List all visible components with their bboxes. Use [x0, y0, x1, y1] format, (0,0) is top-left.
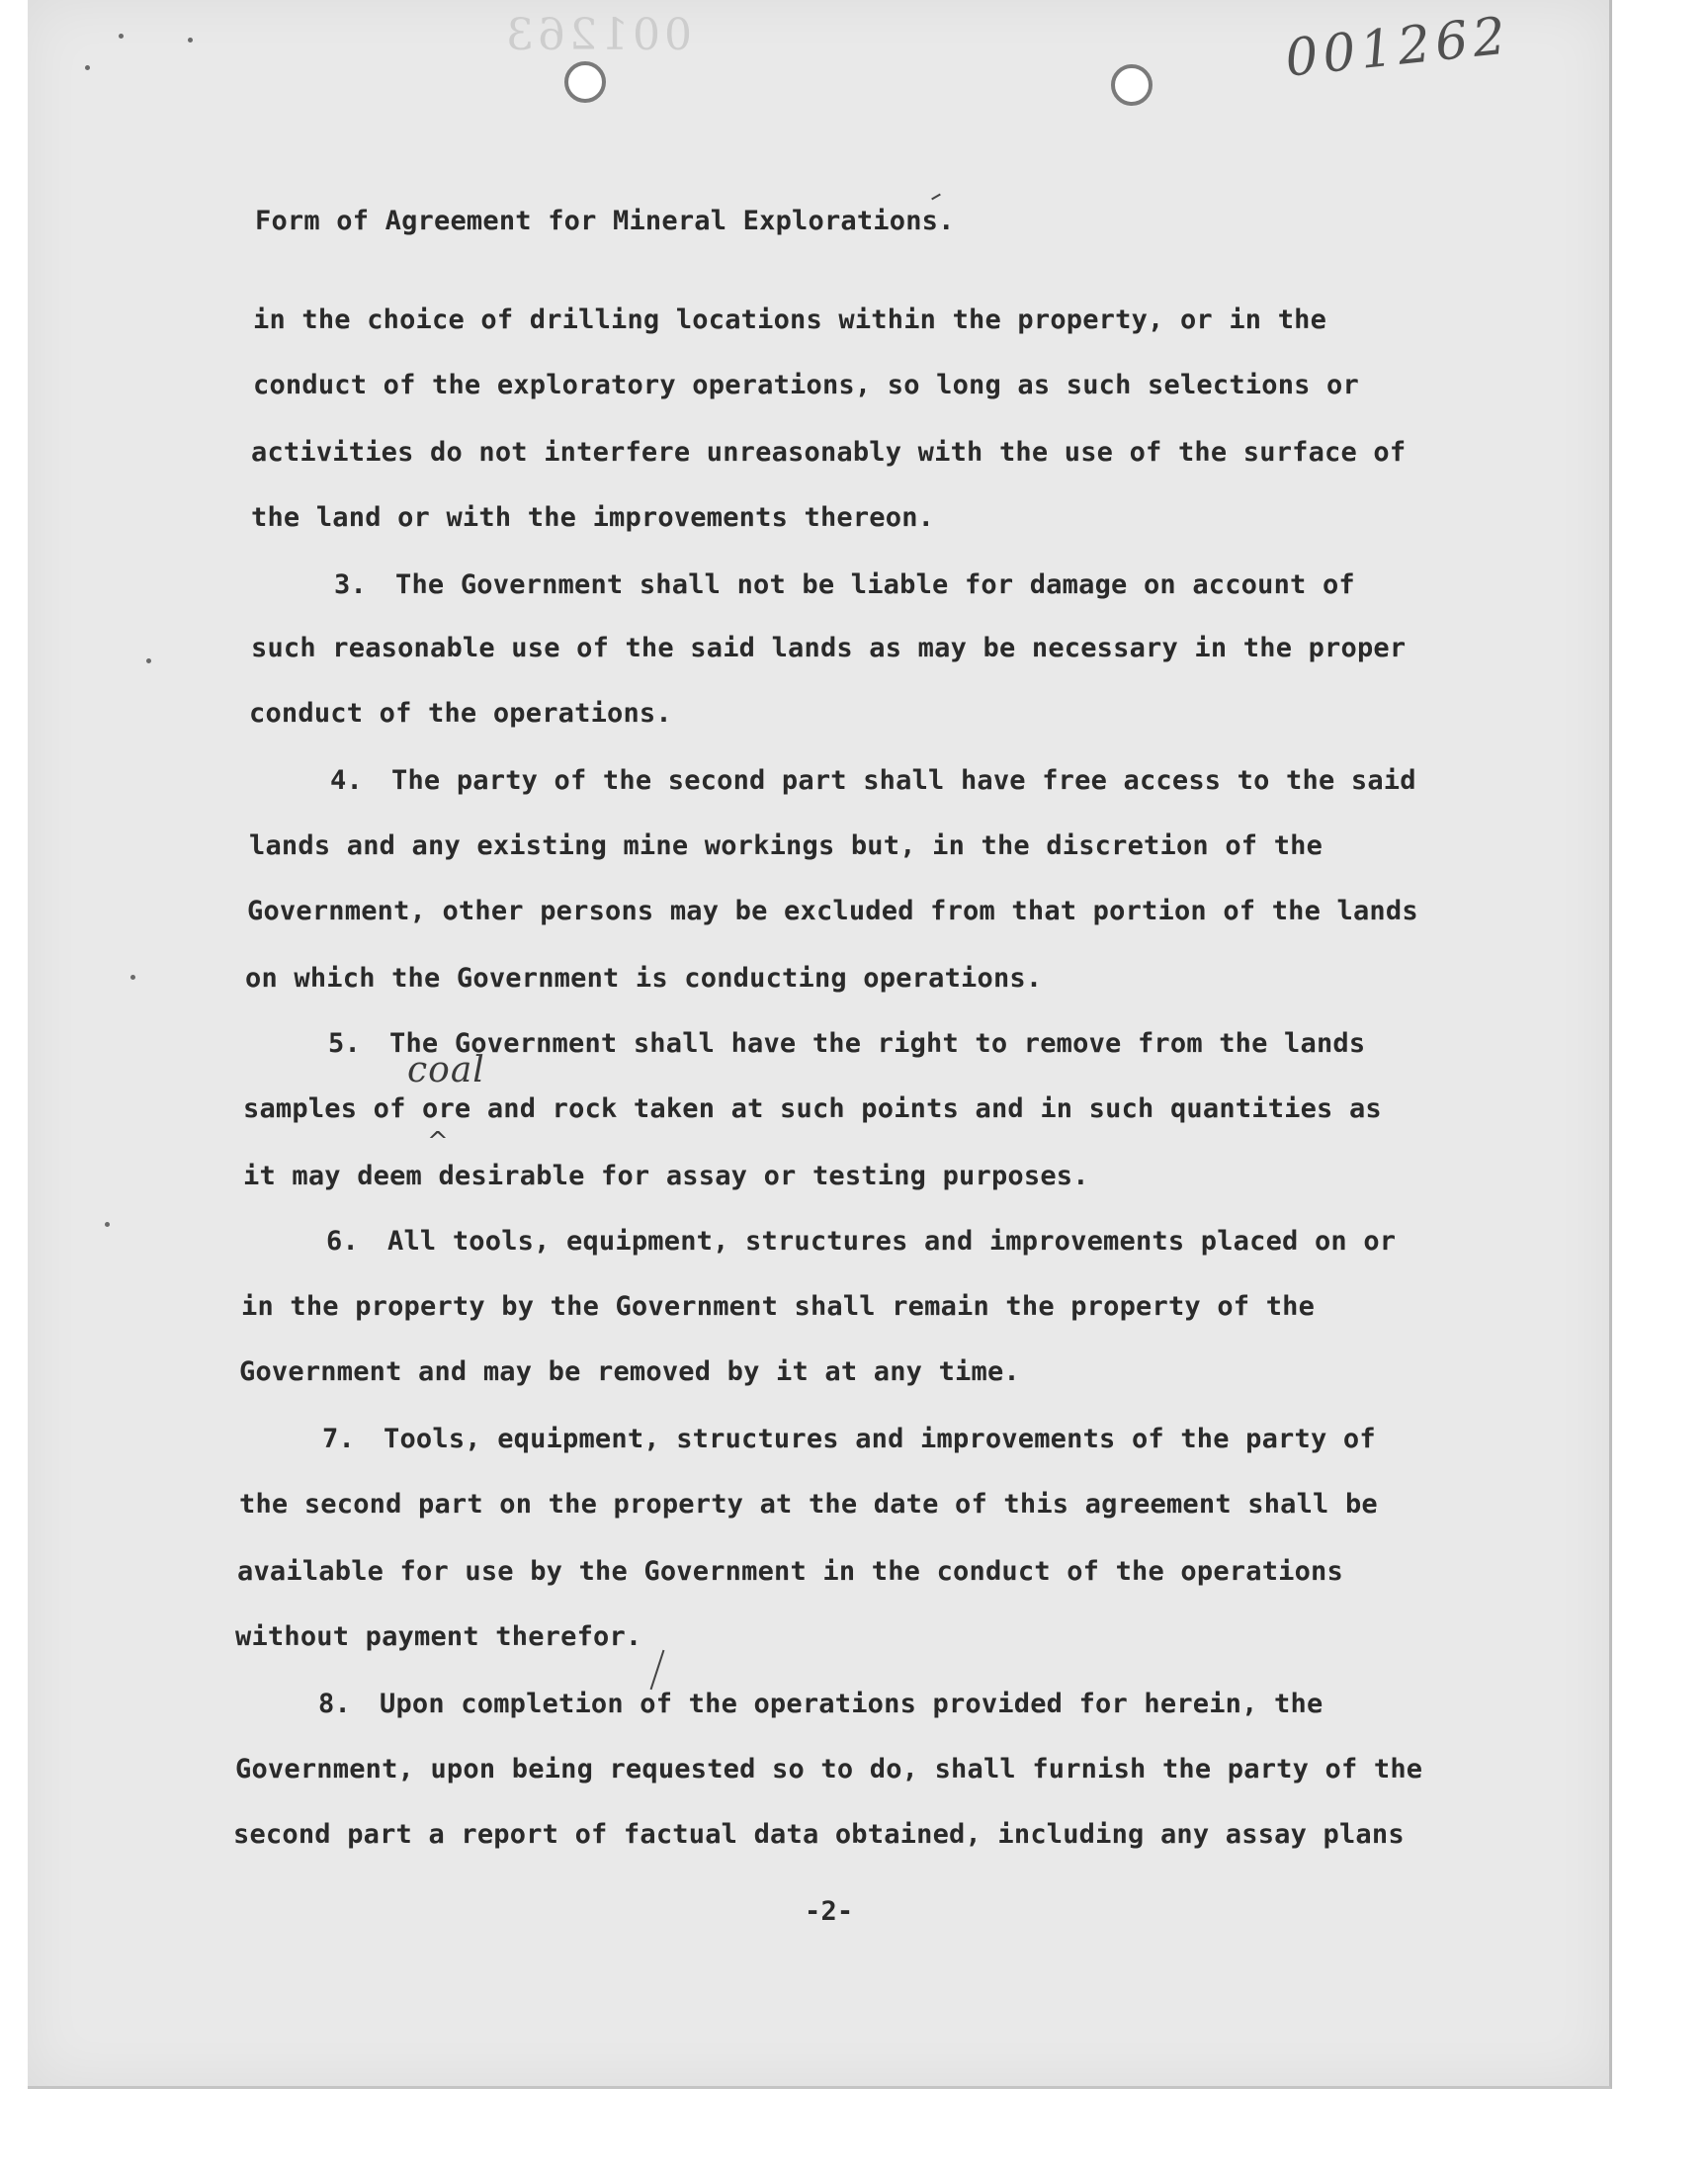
text-line: conduct of the exploratory operations, so long as such selections or [253, 370, 1359, 400]
text-line: such reasonable use of the said lands as may be necessary in the proper [251, 633, 1407, 663]
paragraph-number: 6. [326, 1226, 359, 1257]
paragraph-number: 3. [334, 569, 367, 600]
text-line: Tools, equipment, structures and improvements of the party of [384, 1424, 1376, 1454]
text-line: second part a report of factual data obtained, including any assay plans [233, 1819, 1405, 1850]
paragraph-4 [330, 765, 1416, 796]
text-line: samples of ore and rock taken at such points and in such quantities as [243, 1093, 1382, 1124]
text-line: in the choice of drilling locations within the property, or in the [253, 304, 1327, 335]
scan-speck [146, 658, 151, 663]
punch-hole-left [564, 61, 606, 103]
text-line: conduct of the operations. [249, 698, 672, 729]
text-line: Government and may be removed by it at any time. [239, 1356, 1020, 1387]
paragraph-3 [334, 569, 1355, 600]
scan-speck [130, 975, 135, 980]
text-line: All tools, equipment, structures and improvements placed on or [387, 1226, 1397, 1257]
text-line: on which the Government is conducting operations. [245, 963, 1043, 994]
handwritten-insertion: coal [407, 1050, 485, 1090]
scan-speck [105, 1222, 110, 1227]
paragraph-number: 8. [318, 1689, 351, 1719]
handwritten-mark [931, 194, 941, 201]
handwritten-mark [650, 1650, 665, 1691]
text-line: in the property by the Government shall remain the property of the [241, 1291, 1316, 1322]
scanned-page [28, 0, 1612, 2089]
page-number: -2- [805, 1896, 854, 1927]
scan-speck [119, 34, 124, 39]
document-number-stamp: 001262 [1282, 6, 1514, 89]
scan-speck [85, 65, 90, 70]
text-line: Government, upon being requested so to do, shall furnish the party of the [235, 1754, 1423, 1784]
text-line: the second part on the property at the date of this agreement shall be [239, 1489, 1378, 1520]
text-line: Upon completion of the operations provided for herein, the [380, 1689, 1324, 1719]
text-line: activities do not interfere unreasonably with the use of the surface of [251, 437, 1407, 468]
text-line: it may deem desirable for assay or testing purposes. [243, 1161, 1089, 1191]
paragraph-8 [318, 1689, 1323, 1719]
paragraph-number: 5. [328, 1028, 361, 1059]
handwritten-caret: ^ [427, 1127, 449, 1157]
bleed-through-number: 001263 [502, 10, 692, 60]
text-line: available for use by the Government in the conduct of the operations [237, 1556, 1343, 1587]
punch-hole-right [1111, 64, 1153, 106]
text-line: The party of the second part shall have free access to the said [391, 765, 1416, 796]
text-line: the land or with the improvements thereon. [251, 502, 935, 533]
paragraph-6 [326, 1226, 1396, 1257]
text-line: without payment therefor. [235, 1621, 642, 1652]
paragraph-7 [322, 1424, 1376, 1454]
paragraph-number: 7. [322, 1424, 355, 1454]
text-line: Government, other persons may be excluded from that portion of the lands [247, 896, 1418, 926]
document-header: Form of Agreement for Mineral Explorations. [255, 206, 955, 236]
text-line: lands and any existing mine workings but, in the discretion of the [249, 830, 1324, 861]
text-line: The Government shall not be liable for damage on account of [395, 569, 1355, 600]
paragraph-number: 4. [330, 765, 363, 796]
text-line: The Government shall have the right to remove from the lands [389, 1028, 1366, 1059]
scan-speck [188, 38, 193, 43]
